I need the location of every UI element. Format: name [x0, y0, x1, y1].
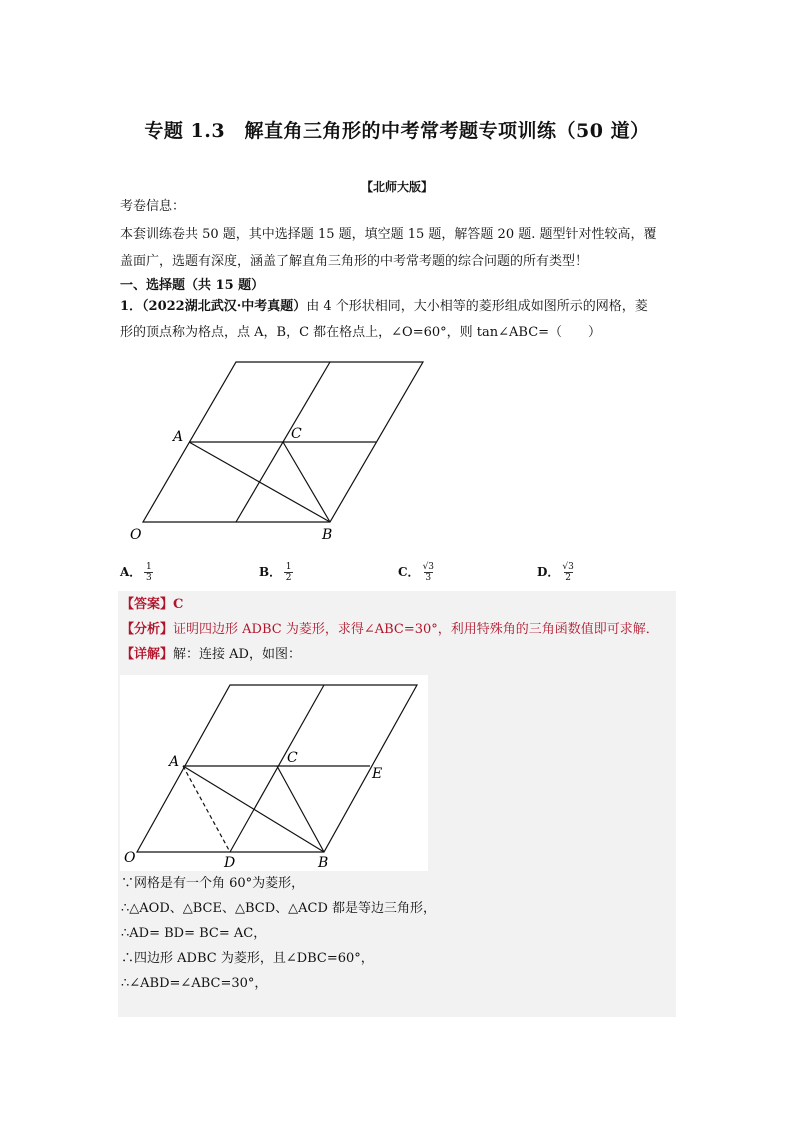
question-source: （2022湖北武汉·中考真题）: [142, 299, 307, 314]
step-5: ∴∠ABD=∠ABC=30°，: [121, 976, 268, 991]
segment-ab: [189, 442, 330, 522]
choice-d[interactable]: D． $\frac{√3}{2}$: [537, 562, 574, 583]
question-1-line-1: [120, 297, 648, 317]
label-a: A: [169, 754, 180, 770]
segment-cb: [283, 442, 330, 522]
document-title: 专题 1.3 解直角三角形的中考常考题专项训练（50 道）: [144, 120, 650, 142]
analysis-line: [118, 617, 676, 642]
label-o: O: [130, 527, 142, 543]
detail-text: 解：连接 AD，如图：: [173, 647, 301, 662]
answer-value: C: [173, 597, 184, 612]
segment-ab: [183, 766, 324, 852]
info-label: 考卷信息：: [120, 199, 186, 214]
question-text-2: 形的顶点称为格点，点 A，B，C 都在格点上，∠O=60°，则 tan∠ABC=（ ）: [120, 325, 602, 340]
question-text-1: 由 4 个形状相同，大小相等的菱形组成如图所示的网格，菱: [306, 299, 648, 314]
info-line-2: 盖面广，选题有深度，涵盖了解直角三角形的中考常考题的综合问题的所有类型！: [120, 254, 589, 269]
answer-tag: 【答案】: [121, 597, 174, 612]
label-c: C: [287, 750, 298, 766]
segment-cb: [277, 766, 324, 852]
solution-figure: [120, 675, 428, 871]
section-heading: 一、选择题（共 15 题）: [120, 278, 265, 293]
label-o: O: [124, 850, 136, 866]
label-a: A: [173, 429, 184, 445]
label-d: D: [224, 855, 236, 871]
question-number: 1．: [120, 299, 143, 314]
choice-b[interactable]: B． $\frac{1}{2}$: [259, 562, 292, 583]
answer-line: [118, 592, 676, 617]
info-line-1: 本套训练卷共 50 题，其中选择题 15 题，填空题 15 题，解答题 20 题. 题型针对性较高，覆: [120, 227, 657, 242]
label-b: B: [322, 527, 333, 543]
detail-line: [118, 642, 676, 667]
edition-label: 【北师大版】: [360, 180, 433, 194]
question-figure: [118, 350, 438, 550]
step-2: ∴△AOD、△BCE、△BCD、△ACD 都是等边三角形，: [121, 901, 437, 916]
segment-ad-dashed: [183, 766, 230, 852]
solution-block: [118, 591, 676, 1017]
detail-tag: 【详解】: [121, 647, 174, 662]
choice-a[interactable]: A． $\frac{1}{3}$: [120, 562, 152, 583]
choice-c[interactable]: C． $\frac{√3}{3}$: [398, 562, 435, 583]
label-c: C: [291, 426, 302, 442]
label-b: B: [318, 855, 329, 871]
step-4: ∴四边形 ADBC 为菱形，且∠DBC=60°，: [121, 951, 374, 966]
analysis-tag: 【分析】: [121, 622, 174, 637]
step-3: ∴AD= BD= BC= AC，: [121, 926, 267, 941]
label-e: E: [372, 766, 383, 782]
analysis-text: 证明四边形 ADBC 为菱形，求得∠ABC=30°，利用特殊角的三角函数值即可求解．: [173, 622, 659, 637]
step-1: ∵网格是有一个角 60°为菱形，: [121, 876, 305, 891]
